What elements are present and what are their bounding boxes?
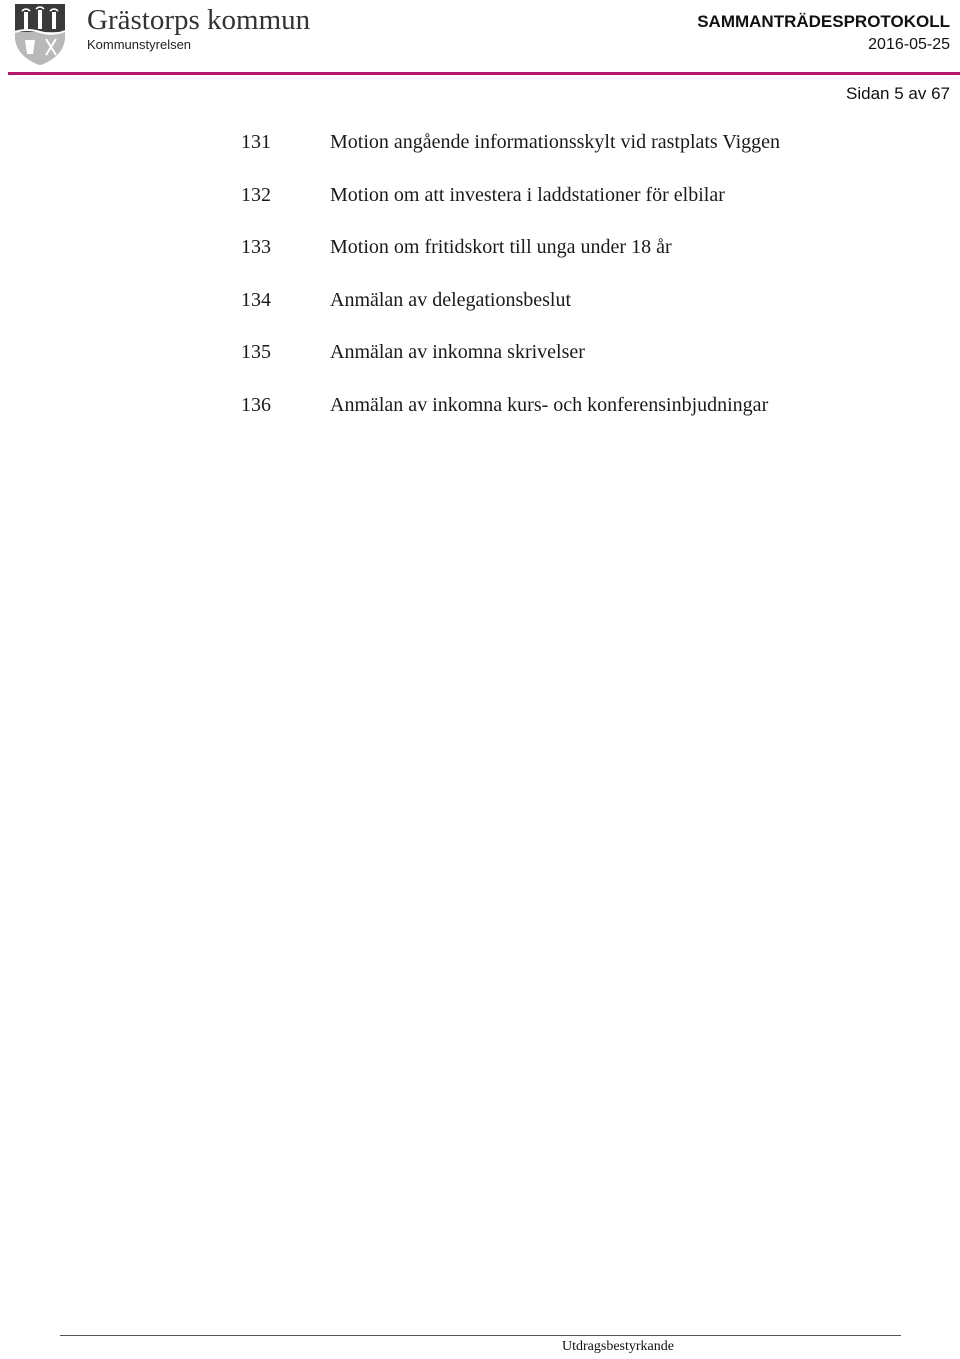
agenda-item-list (241, 128, 941, 444)
agenda-item (241, 338, 941, 391)
agenda-item (241, 391, 941, 444)
document-date: 2016-05-25 (868, 36, 950, 53)
agenda-item (241, 286, 941, 339)
agenda-item-title: Motion om fritidskort till unga under 18 år (330, 236, 672, 259)
municipal-coat-of-arms-icon (12, 2, 68, 66)
agenda-item-number: 136 (241, 393, 271, 416)
agenda-item-title: Motion angående informationsskylt vid rastplats Viggen (330, 131, 781, 153)
page-header (0, 0, 960, 78)
agenda-item-title: Anmälan av inkomna kurs- och konferensinbjudningar (330, 393, 769, 416)
agenda-item-title: Anmälan av delegationsbeslut (330, 288, 572, 311)
agenda-item (241, 233, 941, 286)
page-counter: Sidan 5 av 67 (846, 84, 950, 103)
footer-label: Utdragsbestyrkande (562, 1339, 674, 1354)
agenda-item-number: 132 (241, 183, 271, 206)
organization-unit: Kommunstyrelsen (87, 37, 192, 52)
header-divider (8, 72, 960, 75)
agenda-item-number: 134 (241, 288, 271, 311)
agenda-item-number: 131 (241, 131, 271, 153)
agenda-item (241, 181, 941, 234)
agenda-item-number: 135 (241, 341, 271, 364)
document-type: SAMMANTRÄDESPROTOKOLL (697, 12, 950, 31)
agenda-item-title: Motion om att investera i laddstationer för elbilar (330, 183, 725, 206)
organization-name: Grästorps kommun (87, 4, 311, 36)
agenda-item (241, 128, 941, 181)
agenda-item-title: Anmälan av inkomna skrivelser (330, 341, 585, 364)
agenda-item-number: 133 (241, 236, 271, 259)
footer-signature-line (60, 1335, 901, 1336)
